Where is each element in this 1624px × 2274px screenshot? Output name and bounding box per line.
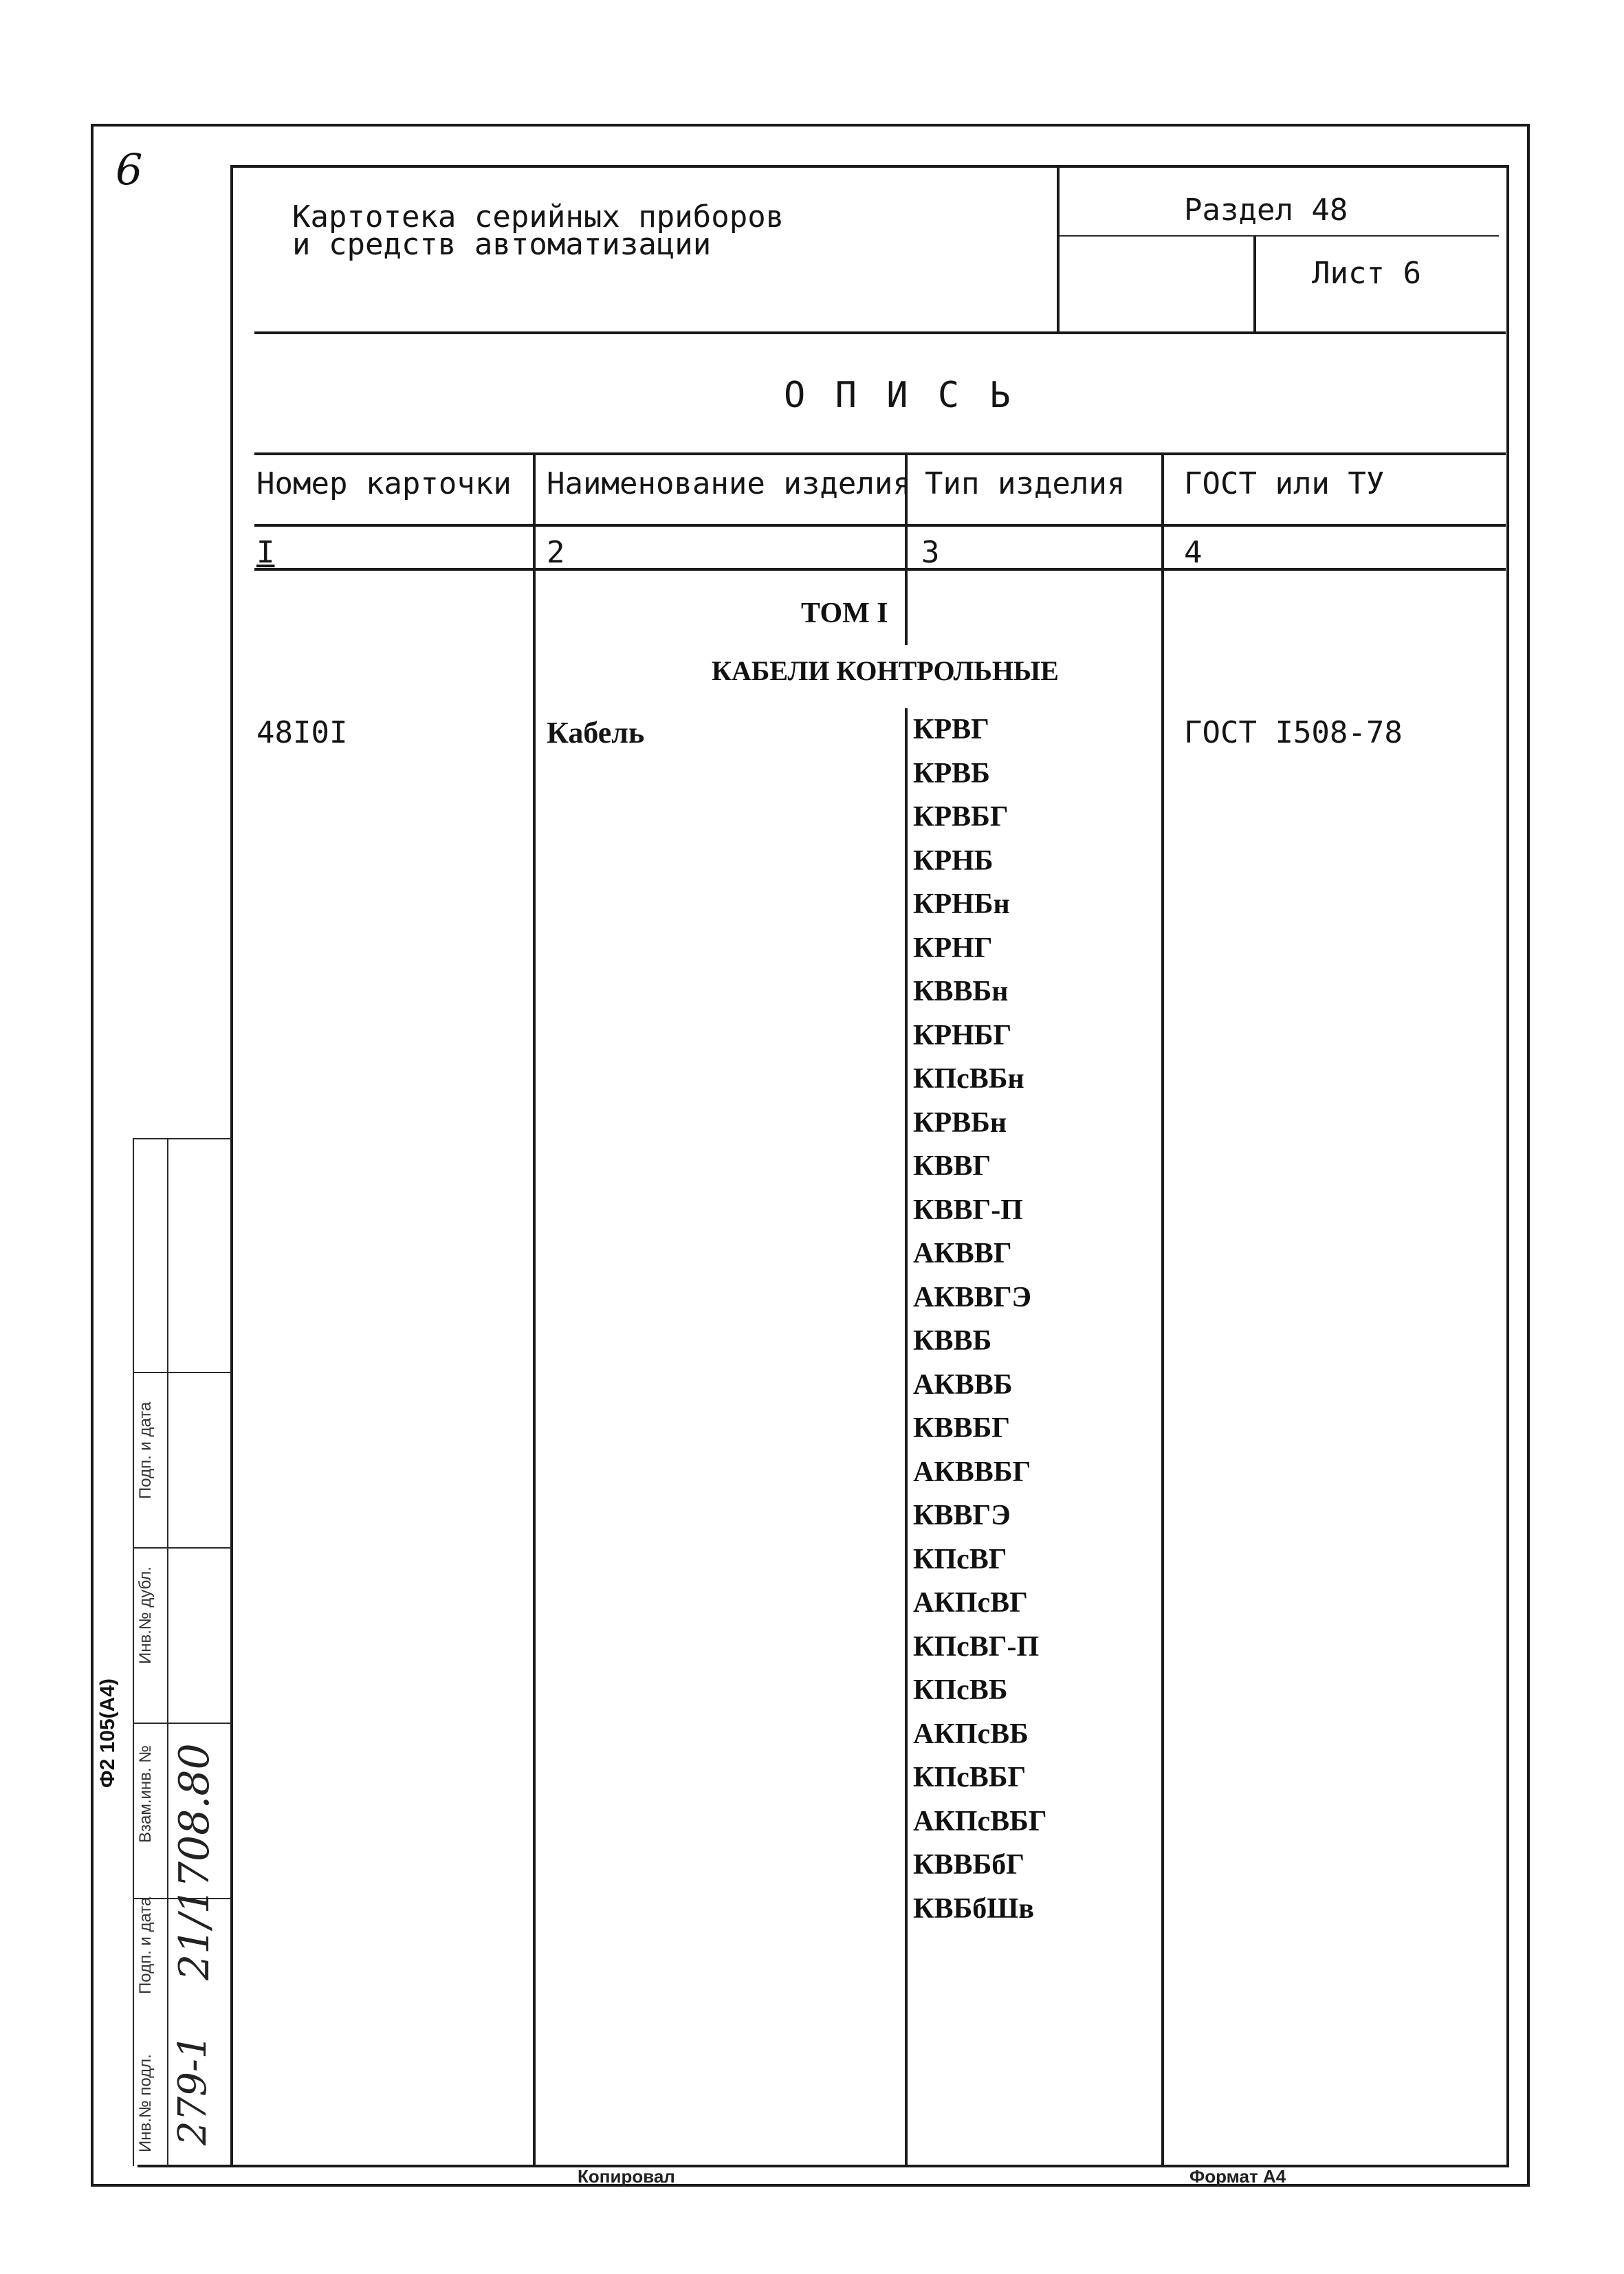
list-item: КПсВГ-П xyxy=(913,1630,1040,1663)
stamp-top xyxy=(133,1138,232,1139)
list-item: КРВБн xyxy=(913,1106,1007,1139)
stamp-row-3 xyxy=(133,1723,232,1724)
header-divider xyxy=(1057,165,1060,334)
header-title-line1: Картотека серийных приборов xyxy=(292,199,784,234)
stamp-mid-border xyxy=(167,1138,168,2166)
list-item: КВВБ xyxy=(913,1325,992,1357)
frame-right xyxy=(1527,124,1530,2187)
list-item: КРНБ xyxy=(913,844,994,877)
list-item: АКПсВБ xyxy=(913,1718,1029,1750)
column-number-1: I xyxy=(256,535,275,570)
inner-frame-bottom xyxy=(138,2165,1509,2167)
inner-frame-top xyxy=(230,165,1509,168)
header-section-line xyxy=(1059,235,1499,237)
stamp-left-border xyxy=(133,1138,134,2166)
inner-frame-left xyxy=(230,165,233,2166)
gost-value: ГОСТ I508-78 xyxy=(1184,715,1403,750)
footer-format: Формат А4 xyxy=(1189,2166,1286,2187)
card-number: 48I0I xyxy=(256,715,348,750)
stamp-label-inv-orig: Инв.№ подл. xyxy=(136,2054,155,2152)
list-item: АКВВБ xyxy=(913,1368,1013,1401)
header-gost: ГОСТ или ТУ xyxy=(1184,466,1385,501)
list-item: КРВБ xyxy=(913,757,990,789)
stamp-label-sign-date-1: Подп. и дата xyxy=(136,1896,155,1994)
header-card-number: Номер карточки xyxy=(256,466,512,501)
list-item: КПсВГ xyxy=(913,1543,1007,1575)
header-sheet-divider xyxy=(1253,237,1256,334)
product-types-list xyxy=(913,708,1047,1931)
table-header-bottom xyxy=(254,524,1506,527)
column-number-2: 2 xyxy=(547,535,565,570)
list-item: КПсВБн xyxy=(913,1063,1024,1095)
footer-copied: Копировал xyxy=(578,2166,675,2187)
list-item: КВВБн xyxy=(913,976,1009,1007)
page-number: 6 xyxy=(116,144,143,195)
header-title-line2: и средств автоматизации xyxy=(292,227,712,262)
list-item: КВВБбГ xyxy=(913,1849,1024,1881)
col-divider-1 xyxy=(533,452,536,2165)
product-name: Кабель xyxy=(547,716,645,750)
table-colnum-bottom xyxy=(254,568,1506,571)
list-item: АКВВГ xyxy=(913,1238,1012,1269)
stamp-row-1 xyxy=(133,1372,232,1373)
list-item: АКПсВБГ xyxy=(913,1805,1047,1837)
document-title: О П И С Ь xyxy=(784,375,1015,416)
header-product-name: Наименование изделия xyxy=(547,466,911,501)
list-item: КРВБГ xyxy=(913,801,1009,833)
inner-frame-right xyxy=(1506,165,1509,2166)
list-item: КВВГЭ xyxy=(913,1500,1011,1531)
list-item: КВВГ-П xyxy=(913,1194,1023,1226)
frame-top xyxy=(91,124,1530,127)
volume-label: ТОМ I xyxy=(801,598,888,629)
list-item: КВВГ xyxy=(913,1150,991,1182)
frame-bottom xyxy=(91,2184,1530,2187)
list-item: КПсВБГ xyxy=(913,1762,1027,1793)
list-item: КРНБГ xyxy=(913,1019,1012,1051)
list-item: КВВБГ xyxy=(913,1412,1010,1444)
handwritten-inv-number: 279-1 xyxy=(171,2034,215,2145)
list-item: КПсВБ xyxy=(913,1674,1008,1706)
stamp-label-inv-dup: Инв.№ дубл. xyxy=(136,1566,155,1664)
col-divider-3 xyxy=(1161,452,1164,2165)
stamp-label-sign-date-2: Подп. и дата xyxy=(136,1401,155,1499)
list-item: АКВВБГ xyxy=(913,1456,1031,1488)
handwritten-date: 21/1708.80 xyxy=(171,1743,219,1980)
form-code: Ф2 105(А4) xyxy=(96,1678,119,1788)
section-label: Раздел 48 xyxy=(1184,193,1348,228)
list-item: КРНБн xyxy=(913,888,1010,920)
header-bottom-line xyxy=(254,331,1506,334)
list-item: КРВГ xyxy=(913,714,989,745)
list-item: АКВВГЭ xyxy=(913,1281,1032,1313)
list-item: КВБбШв xyxy=(913,1892,1035,1925)
group-label: КАБЕЛИ КОНТРОЛЬНЫЕ xyxy=(712,655,1059,686)
header-product-type: Тип изделия xyxy=(925,466,1126,501)
sheet-label: Лист 6 xyxy=(1312,256,1421,291)
stamp-row-2 xyxy=(133,1547,232,1549)
list-item: КРНГ xyxy=(913,932,993,964)
list-item: АКПсВГ xyxy=(913,1587,1028,1619)
column-number-3: 3 xyxy=(921,535,940,570)
frame-left xyxy=(91,124,94,2187)
stamp-label-replace-inv: Взам.инв. № xyxy=(136,1745,155,1843)
col-divider-2b xyxy=(905,708,908,2165)
column-number-4: 4 xyxy=(1184,535,1203,570)
table-top-line xyxy=(254,452,1506,455)
